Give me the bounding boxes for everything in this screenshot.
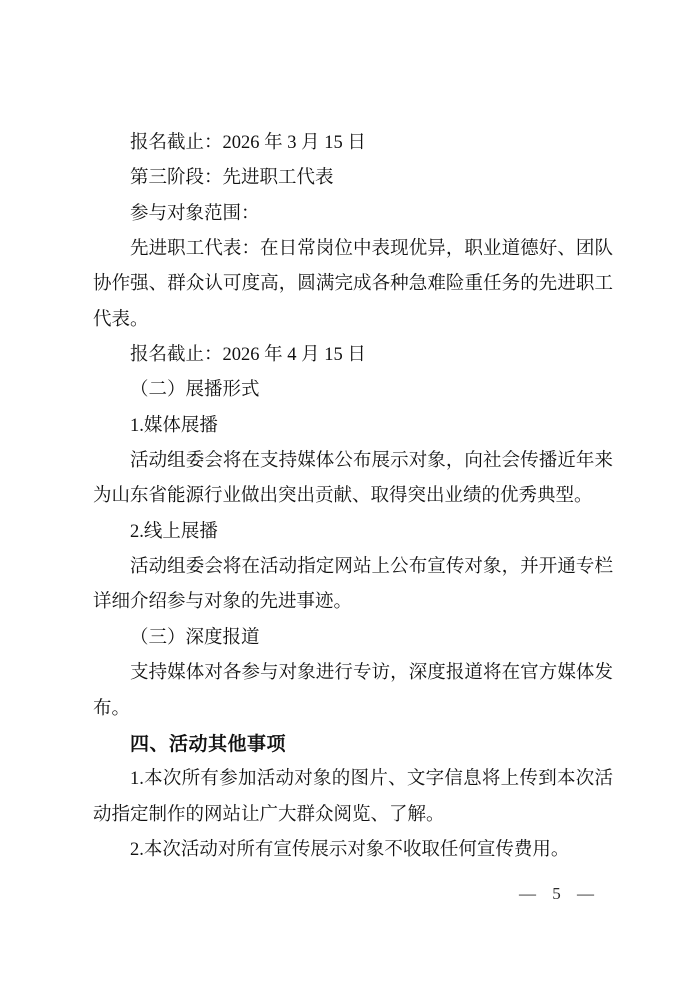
text-line: （二）展播形式 xyxy=(130,380,260,401)
section-heading: 四、活动其他事项 xyxy=(130,733,287,755)
text-line: 代表。 xyxy=(93,309,149,330)
text-line: 报名截止：2026 年 3 月 15 日 xyxy=(130,133,366,153)
text-line: 活动组委会将在支持媒体公布展示对象，向社会传播近年来 xyxy=(130,451,613,472)
text-line: 动指定制作的网站让广大群众阅览、了解。 xyxy=(93,804,445,825)
text-line: 参与对象范围： xyxy=(130,203,260,224)
text-line: 协作强、群众认可度高，圆满完成各种急难险重任务的先进职工 xyxy=(93,274,613,295)
text-line: 支持媒体对各参与对象进行专访，深度报道将在官方媒体发 xyxy=(130,663,613,684)
text-line: 为山东省能源行业做出突出贡献、取得突出业绩的优秀典型。 xyxy=(93,486,593,507)
text-line: 布。 xyxy=(93,698,131,719)
text-line: 报名截止：2026 年 4 月 15 日 xyxy=(130,345,366,366)
text-line: 2.线上展播 xyxy=(130,521,218,542)
text-line: 1.媒体展播 xyxy=(130,415,218,436)
page-number: — 5 — xyxy=(519,884,595,903)
text-line: 活动组委会将在活动指定网站上公布宣传对象，并开通专栏 xyxy=(130,557,613,578)
text-line: （三）深度报道 xyxy=(130,627,260,648)
text-line: 2.本次活动对所有宣传展示对象不收取任何宣传费用。 xyxy=(130,839,570,860)
text-line: 详细介绍参与对象的先进事迹。 xyxy=(93,592,353,613)
text-line: 1.本次所有参加活动对象的图片、文字信息将上传到本次活 xyxy=(130,769,613,790)
document-body xyxy=(93,126,613,868)
text-line: 先进职工代表：在日常岗位中表现优异，职业道德好、团队 xyxy=(130,239,613,260)
text-line: 第三阶段：先进职工代表 xyxy=(130,168,334,189)
